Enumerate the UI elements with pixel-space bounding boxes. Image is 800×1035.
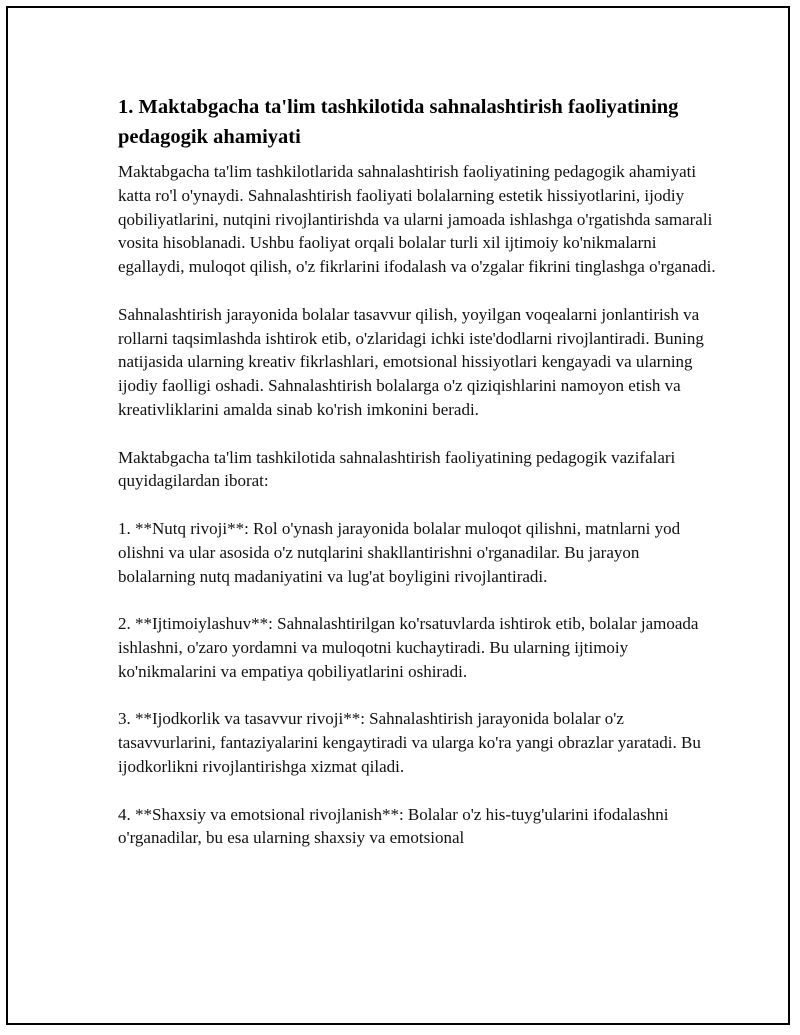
paragraph-process: Sahnalashtirish jarayonida bolalar tasavvur qilish, yoyilgan voqealarni jonlantirish va rollarni taqsimlashda ishtirok etib, o'zlaridagi ichki iste'dodlarni rivojlantiradi. Buning natijasida ularning kreativ fikrlashlari, emotsional hissiyotlari kengayadi va ularning ijodiy faolligi oshadi. Sahnalashtirish bolalarga o'z qiziqishlarini namoyon etish va kreativliklarini amalda sinab ko'rish imkonini beradi.: [118, 304, 704, 419]
list-item-creativity: 3. **Ijodkorlik va tasavvur rivoji**: Sahnalashtirish jarayonida bolalar o'z tasavvurlarini, fantaziyalarini kengaytiradi va ularga ko'ra yangi obrazlar yaratadi. Bu ijodkorlikni rivojlantirishga xizmat qiladi.: [118, 709, 701, 776]
document-body: [118, 92, 718, 874]
paragraph-tasks-intro: Maktabgacha ta'lim tashkilotida sahnalashtirish faoliyatining pedagogik vazifalari quyidagilardan iborat:: [118, 447, 676, 491]
document-title: 1. Maktabgacha ta'lim tashkilotida sahnalashtirish faoliyatining pedagogik ahamiyati: [118, 96, 679, 148]
list-item-socialization: 2. **Ijtimoiylashuv**: Sahnalashtirilgan ko'rsatuvlarda ishtirok etib, bolalar jamoada ishlashni, o'zaro yordamni va muloqotni kuchaytiradi. Bu ularning ijtimoiy ko'nikmalarini va empatiya qobiliyatlarini oshiradi.: [118, 614, 699, 681]
list-item-speech-development: 1. **Nutq rivoji**: Rol o'ynash jarayonida bolalar muloqot qilishni, matnlarni yod olishni va ular asosida o'z nutqlarini shakllantirishni o'rganadilar. Bu jarayon bolalarning nutq madaniyatini va lug'at boyligini rivojlantiradi.: [118, 518, 681, 586]
paragraph-intro: Maktabgacha ta'lim tashkilotlarida sahnalashtirish faoliyatining pedagogik ahamiyati katta ro'l o'ynaydi. Sahnalashtirish faoliyati bolalarning estetik hissiyotlarini, ijodiy qobiliyatlarini, nutqini rivojlantirishda va ularni jamoada ishlashga o'rgatishda samarali vosita hisoblanadi. Ushbu faoliyat orqali bolalar turli xil ijtimoiy ko'nikmalarni egallaydi, muloqot qilish, o'z fikrlarini ifodalash va o'zgalar fikrini tinglashga o'rganadi.: [118, 162, 716, 277]
list-item-personal-emotional: 4. **Shaxsiy va emotsional rivojlanish**: Bolalar o'z his-tuyg'ularini ifodalashni o'rganadilar, bu esa ularning shaxsiy va emotsional: [118, 804, 669, 848]
